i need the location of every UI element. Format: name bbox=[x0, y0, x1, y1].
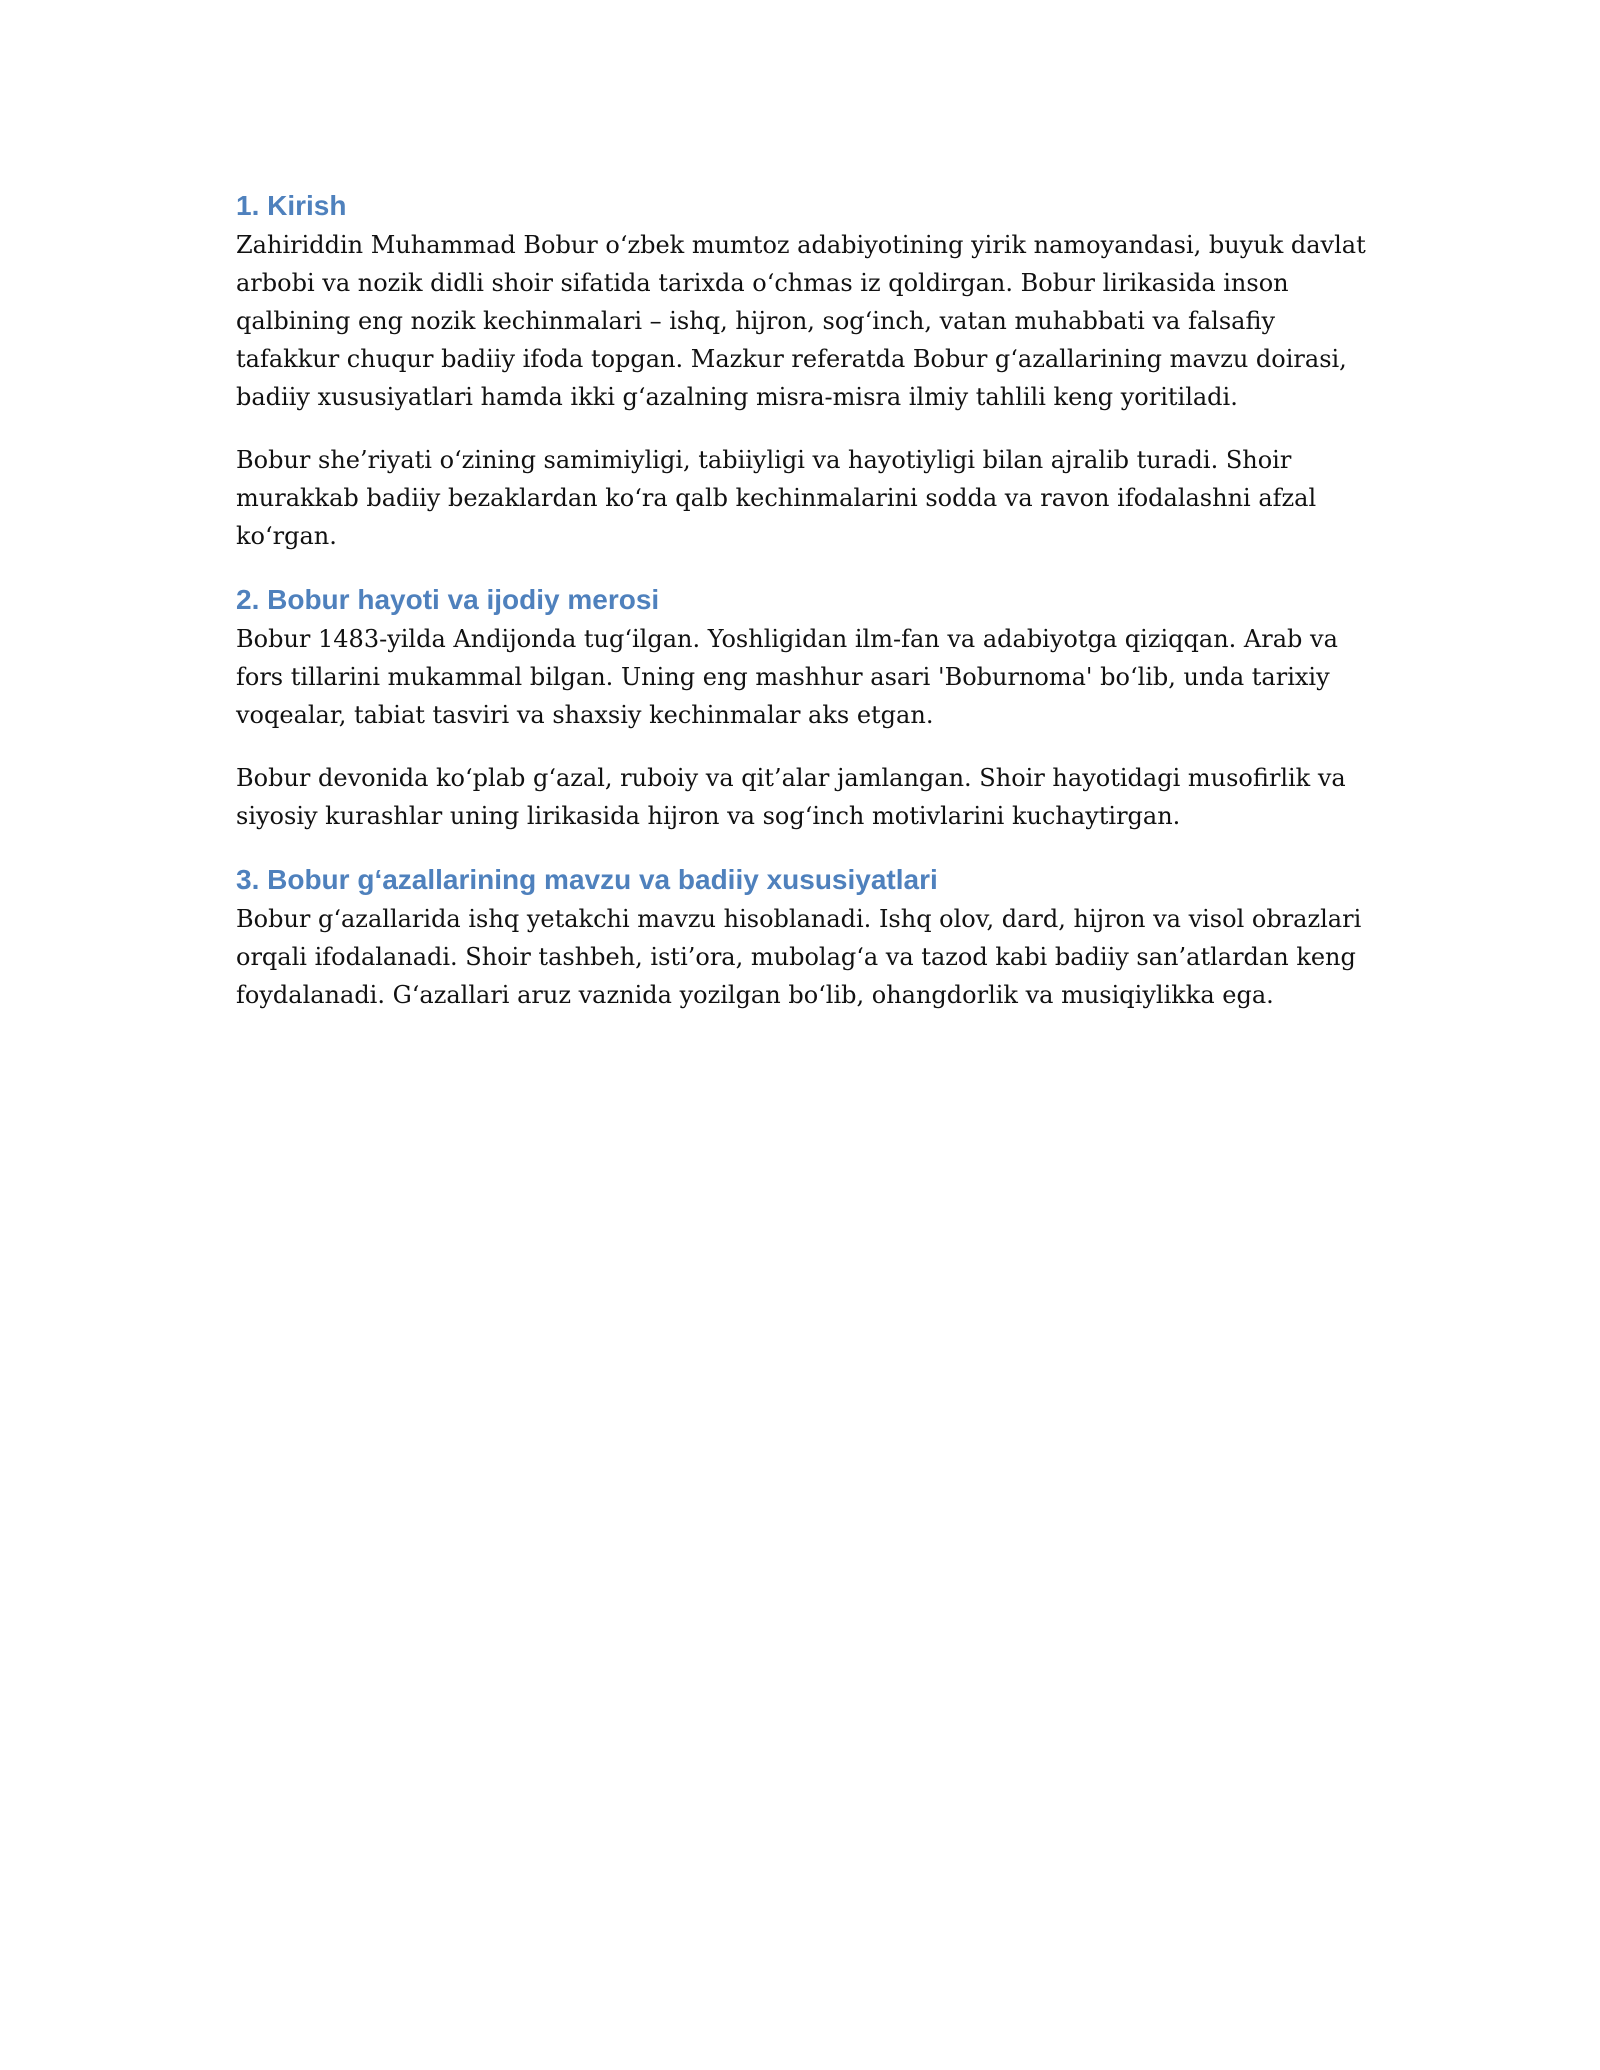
paragraph: Bobur devonida ko‘plab g‘azal, ruboiy va qit’alar jamlangan. Shoir hayotidagi musofirlik va siyosiy kurashlar uning lirikasida hijron va sog‘inch motivlarini kuchaytirgan. bbox=[236, 764, 1346, 830]
document-page bbox=[236, 186, 1366, 1014]
paragraph: Bobur 1483-yilda Andijonda tug‘ilgan. Yoshligidan ilm-fan va adabiyotga qiziqqan. Arab va fors tillarini mukammal bilgan. Uning eng mashhur asari 'Boburnoma' bo‘lib, unda tarixiy voqealar, tabiat tasviri va shaxsiy kechinmalar aks etgan. bbox=[236, 625, 1338, 729]
paragraph: Zahiriddin Muhammad Bobur o‘zbek mumtoz adabiyotining yirik namoyandasi, buyuk davlat arbobi va nozik didli shoir sifatida tarixda o‘chmas iz qoldirgan. Bobur lirikasida inson qalbining eng nozik kechinmalari – ishq, hijron, sog‘inch, vatan muhabbati va falsafiy tafakkur chuqur badiiy ifoda topgan. Mazkur referatda Bobur g‘azallarining mavzu doirasi, badiiy xususiyatlari hamda ikki g‘azalning misra-misra ilmiy tahlili keng yoritiladi. bbox=[236, 231, 1366, 411]
section-heading-xususiyatlari: 3. Bobur g‘azallarining mavzu va badiiy xususiyatlari bbox=[236, 864, 938, 895]
section-heading-hayoti: 2. Bobur hayoti va ijodiy merosi bbox=[236, 584, 660, 615]
paragraph: Bobur she’riyati o‘zining samimiyligi, tabiiyligi va hayotiyligi bilan ajralib turadi. Shoir murakkab badiiy bezaklardan ko‘ra qalb kechinmalarini sodda va ravon ifodalashni afzal ko‘rgan. bbox=[236, 446, 1317, 550]
section-heading-kirish: 1. Kirish bbox=[236, 190, 347, 221]
paragraph: Bobur g‘azallarida ishq yetakchi mavzu hisoblanadi. Ishq olov, dard, hijron va visol obrazlari orqali ifodalanadi. Shoir tashbeh, isti’ora, mubolag‘a va tazod kabi badiiy san’atlardan keng foydalanadi. G‘azallari aruz vaznida yozilgan bo‘lib, ohangdorlik va musiqiylikka ega. bbox=[236, 905, 1362, 1009]
